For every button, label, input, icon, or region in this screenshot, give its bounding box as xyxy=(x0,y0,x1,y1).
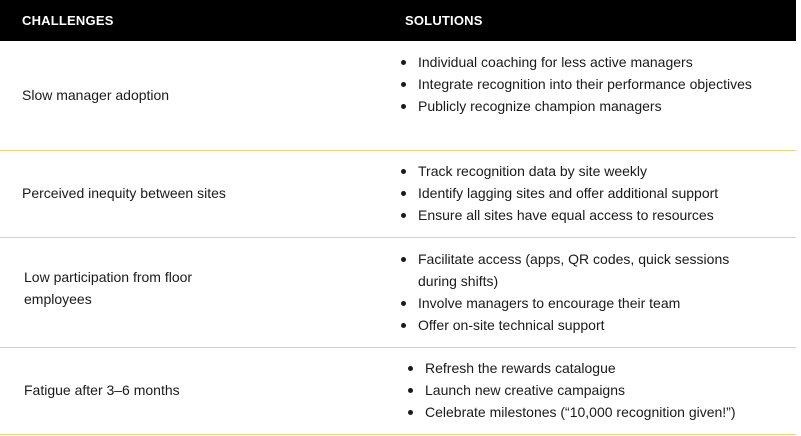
table-row xyxy=(0,238,796,347)
solution-item: Identify lagging sites and offer additional support xyxy=(399,182,779,204)
solution-item: Track recognition data by site weekly xyxy=(399,160,779,182)
table-row xyxy=(0,151,796,237)
challenge-text: Fatigue after 3–6 months xyxy=(24,382,180,398)
challenge-text: Perceived inequity between sites xyxy=(22,185,226,201)
solution-item: Individual coaching for less active managers xyxy=(399,51,779,73)
solution-item: Facilitate access (apps, QR codes, quick sessions during shifts) xyxy=(399,248,769,292)
solution-item: Launch new creative campaigns xyxy=(406,379,786,401)
solutions-list xyxy=(399,51,779,117)
solution-item: Integrate recognition into their performance objectives xyxy=(399,73,779,95)
solutions-list xyxy=(399,160,779,226)
table-row xyxy=(0,41,796,150)
row-divider xyxy=(0,434,796,435)
solution-item: Offer on-site technical support xyxy=(399,314,769,336)
solution-item: Refresh the rewards catalogue xyxy=(406,357,786,379)
table-header xyxy=(0,0,796,41)
solution-item: Ensure all sites have equal access to resources xyxy=(399,204,779,226)
solution-item: Involve managers to encourage their team xyxy=(399,292,769,314)
solution-item: Publicly recognize champion managers xyxy=(399,95,779,117)
table-row xyxy=(0,348,796,434)
solutions-list xyxy=(399,248,769,336)
solutions-list xyxy=(406,357,786,423)
challenge-text: Slow manager adoption xyxy=(22,87,170,103)
challenges-column-header: CHALLENGES xyxy=(22,13,114,28)
challenge-text: Low participation from floor employees xyxy=(24,269,193,307)
solution-item: Celebrate milestones (“10,000 recognition given!”) xyxy=(406,401,786,423)
solutions-column-header: SOLUTIONS xyxy=(405,13,483,28)
